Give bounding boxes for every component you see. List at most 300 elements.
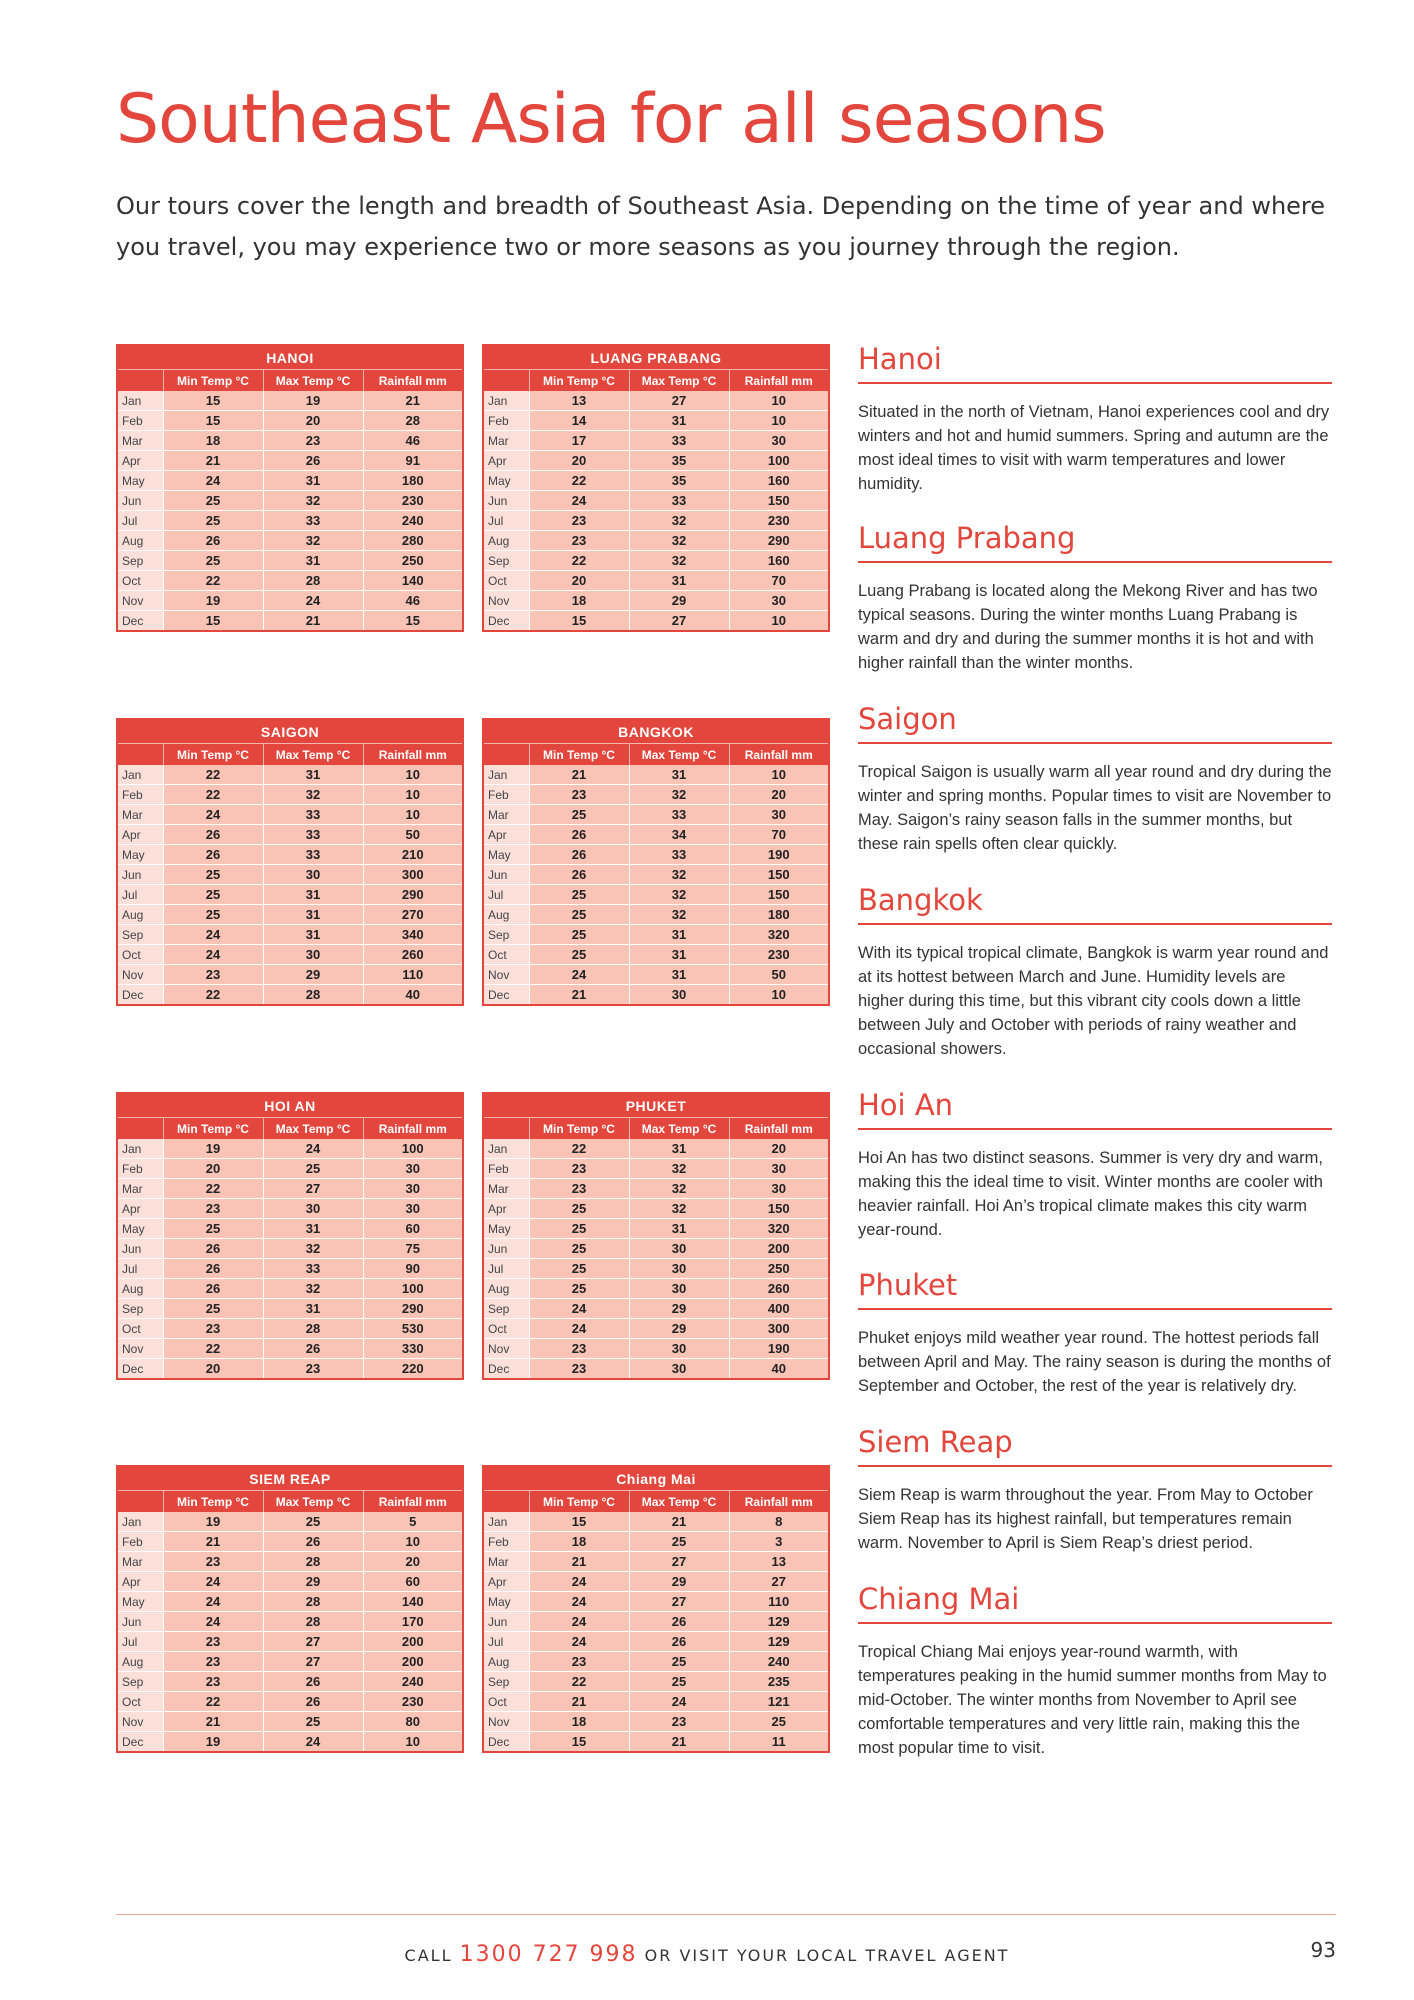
month-cell: Nov [483,591,529,611]
month-cell: Jan [117,391,163,411]
value-cell: 30 [729,1179,829,1199]
table-row [117,571,463,591]
month-cell: Feb [483,411,529,431]
value-cell: 20 [729,1139,829,1159]
table-column-header: Max Temp °C [629,1491,729,1513]
value-cell: 180 [363,471,463,491]
value-cell: 23 [263,431,363,451]
section-text: With its typical tropical climate, Bangkok is warm year round and at its hottest between March and June. Humidity levels are higher during this time, but this vibrant city cools down a little between July and October with periods of rainy weather and occasional showers. [858,944,1329,1058]
table-row [117,1572,463,1592]
month-cell: Feb [117,1532,163,1552]
value-cell: 29 [629,1572,729,1592]
table-row [117,865,463,885]
month-cell: Sep [483,551,529,571]
footer-call: CALL [404,1946,453,1965]
value-cell: 21 [163,1712,263,1732]
value-cell: 230 [363,1692,463,1712]
section-text: Luang Prabang is located along the Mekong River and has two typical seasons. During the winter months Luang Prabang is warm and dry and during the summer months it is hot and with higher rainfall than the winter months. [858,582,1318,672]
value-cell: 19 [163,1512,263,1532]
value-cell: 250 [729,1259,829,1279]
value-cell: 24 [629,1692,729,1712]
table-row [483,1512,829,1532]
value-cell: 29 [263,965,363,985]
value-cell: 24 [163,471,263,491]
table-column-header: Min Temp °C [163,1118,263,1140]
value-cell: 3 [729,1532,829,1552]
value-cell: 91 [363,451,463,471]
value-cell: 100 [729,451,829,471]
table-row [483,571,829,591]
value-cell: 25 [529,805,629,825]
value-cell: 27 [629,1552,729,1572]
value-cell: 24 [529,491,629,511]
value-cell: 31 [263,905,363,925]
value-cell: 23 [163,1672,263,1692]
month-cell: May [117,471,163,491]
value-cell: 121 [729,1692,829,1712]
value-cell: 20 [529,451,629,471]
table-header-blank [117,744,163,766]
table-row [117,825,463,845]
value-cell: 235 [729,1672,829,1692]
table-row [117,611,463,632]
value-cell: 26 [529,845,629,865]
month-cell: May [483,1592,529,1612]
month-cell: Feb [117,411,163,431]
section-luang-prabang [858,521,1332,675]
value-cell: 32 [629,1199,729,1219]
table-header-blank [117,1491,163,1513]
value-cell: 25 [263,1159,363,1179]
value-cell: 24 [263,1139,363,1159]
value-cell: 22 [163,785,263,805]
value-cell: 24 [263,591,363,611]
table-row [117,1652,463,1672]
value-cell: 30 [729,805,829,825]
month-cell: Jul [483,885,529,905]
value-cell: 21 [629,1732,729,1753]
value-cell: 150 [729,865,829,885]
value-cell: 230 [729,511,829,531]
page-title: Southeast Asia for all seasons [116,80,1106,159]
value-cell: 140 [363,571,463,591]
section-text: Siem Reap is warm throughout the year. From May to October Siem Reap has its highest rainfall, but temperatures remain warm. November to April is Siem Reap’s driest period. [858,1486,1313,1552]
value-cell: 31 [263,925,363,945]
value-cell: 30 [629,1279,729,1299]
value-cell: 31 [629,765,729,785]
value-cell: 24 [263,1732,363,1753]
table-row [483,1219,829,1239]
value-cell: 200 [729,1239,829,1259]
table-column-header: Rainfall mm [729,1491,829,1513]
table-row [117,1199,463,1219]
value-cell: 180 [729,905,829,925]
value-cell: 46 [363,431,463,451]
value-cell: 240 [363,511,463,531]
table-row [483,1139,829,1159]
month-cell: May [483,1219,529,1239]
value-cell: 33 [263,511,363,531]
table-column-header: Min Temp °C [529,744,629,766]
value-cell: 31 [263,885,363,905]
value-cell: 530 [363,1319,463,1339]
value-cell: 260 [363,945,463,965]
value-cell: 23 [163,1319,263,1339]
value-cell: 330 [363,1339,463,1359]
value-cell: 23 [163,965,263,985]
month-cell: Apr [483,825,529,845]
table-row [483,905,829,925]
value-cell: 260 [729,1279,829,1299]
value-cell: 25 [163,1299,263,1319]
value-cell: 22 [529,1139,629,1159]
value-cell: 13 [729,1552,829,1572]
value-cell: 320 [729,1219,829,1239]
month-cell: Aug [117,1279,163,1299]
month-cell: Jul [117,1632,163,1652]
value-cell: 129 [729,1612,829,1632]
table-row [117,1632,463,1652]
value-cell: 31 [263,1219,363,1239]
value-cell: 23 [529,1179,629,1199]
table-column-header: Max Temp °C [263,1491,363,1513]
value-cell: 19 [163,591,263,611]
table-row [117,1732,463,1753]
month-cell: Apr [483,451,529,471]
table-city-name: HOI AN [117,1093,463,1118]
table-row [117,1692,463,1712]
value-cell: 31 [263,765,363,785]
value-cell: 240 [363,1672,463,1692]
value-cell: 200 [363,1632,463,1652]
section-heading: Phuket [858,1268,1332,1310]
table-row [483,1692,829,1712]
value-cell: 22 [163,765,263,785]
month-cell: Nov [117,965,163,985]
section-heading: Hoi An [858,1088,1332,1130]
month-cell: Feb [117,1159,163,1179]
table-city-name: LUANG PRABANG [483,345,829,370]
table-row [117,1552,463,1572]
value-cell: 26 [629,1632,729,1652]
value-cell: 10 [729,985,829,1006]
value-cell: 20 [163,1359,263,1380]
value-cell: 23 [529,1159,629,1179]
month-cell: Jun [117,491,163,511]
value-cell: 28 [363,411,463,431]
table-row [483,885,829,905]
table-column-header: Min Temp °C [529,1491,629,1513]
value-cell: 30 [363,1199,463,1219]
month-cell: Apr [483,1572,529,1592]
month-cell: Feb [483,1159,529,1179]
value-cell: 33 [263,1259,363,1279]
value-cell: 30 [363,1159,463,1179]
section-heading: Siem Reap [858,1425,1332,1467]
table-row [483,451,829,471]
month-cell: Jun [117,1239,163,1259]
table-row [483,1359,829,1380]
value-cell: 23 [529,785,629,805]
value-cell: 15 [529,611,629,632]
month-cell: Jun [483,865,529,885]
value-cell: 60 [363,1572,463,1592]
month-cell: May [483,845,529,865]
value-cell: 21 [529,1552,629,1572]
month-cell: Oct [483,945,529,965]
value-cell: 28 [263,985,363,1006]
table-row [483,1552,829,1572]
table-column-header: Max Temp °C [263,1118,363,1140]
month-cell: Dec [483,985,529,1006]
month-cell: Feb [117,785,163,805]
month-cell: Mar [117,805,163,825]
value-cell: 150 [729,885,829,905]
month-cell: Nov [483,1339,529,1359]
value-cell: 25 [529,1259,629,1279]
month-cell: Jul [483,511,529,531]
value-cell: 23 [529,531,629,551]
value-cell: 24 [529,1319,629,1339]
table-row [117,491,463,511]
table-column-header: Min Temp °C [163,744,263,766]
table-row [117,985,463,1006]
value-cell: 21 [629,1512,729,1532]
value-cell: 22 [163,1692,263,1712]
table-header-blank [483,370,529,392]
table-column-header: Rainfall mm [363,1491,463,1513]
month-cell: Sep [483,1299,529,1319]
value-cell: 25 [163,511,263,531]
climate-table [482,1092,830,1380]
section-hoi-an [858,1088,1332,1242]
table-row [483,1239,829,1259]
value-cell: 70 [729,825,829,845]
value-cell: 31 [629,571,729,591]
value-cell: 23 [529,1339,629,1359]
value-cell: 11 [729,1732,829,1753]
table-row [117,431,463,451]
month-cell: Jun [483,1612,529,1632]
value-cell: 50 [363,825,463,845]
value-cell: 170 [363,1612,463,1632]
table-row [483,1279,829,1299]
value-cell: 25 [263,1512,363,1532]
value-cell: 30 [629,1339,729,1359]
value-cell: 24 [529,965,629,985]
table-row [117,1512,463,1532]
value-cell: 32 [263,491,363,511]
value-cell: 22 [163,571,263,591]
month-cell: Feb [483,785,529,805]
table-row [483,491,829,511]
table-row [483,1632,829,1652]
value-cell: 29 [263,1572,363,1592]
value-cell: 10 [363,1532,463,1552]
table-row [117,1359,463,1380]
value-cell: 25 [629,1672,729,1692]
month-cell: Jul [117,1259,163,1279]
table-column-header: Max Temp °C [629,1118,729,1140]
value-cell: 21 [529,765,629,785]
month-cell: Aug [483,1279,529,1299]
table-row [483,1299,829,1319]
value-cell: 250 [363,551,463,571]
value-cell: 20 [729,785,829,805]
value-cell: 33 [629,431,729,451]
value-cell: 19 [163,1732,263,1753]
month-cell: Dec [117,985,163,1006]
table-city-name: SAIGON [117,719,463,744]
month-cell: Jul [117,511,163,531]
table-column-header: Max Temp °C [263,370,363,392]
value-cell: 32 [263,1239,363,1259]
section-heading: Hanoi [858,342,1332,384]
table-column-header: Max Temp °C [629,370,729,392]
value-cell: 24 [163,1572,263,1592]
value-cell: 17 [529,431,629,451]
value-cell: 25 [163,551,263,571]
table-row [117,785,463,805]
climate-table [482,344,830,632]
table-row [483,531,829,551]
value-cell: 15 [529,1732,629,1753]
table-row [117,1319,463,1339]
value-cell: 30 [729,1159,829,1179]
value-cell: 22 [529,1672,629,1692]
month-cell: Jan [117,1139,163,1159]
table-row [117,1532,463,1552]
value-cell: 10 [363,1732,463,1753]
value-cell: 70 [729,571,829,591]
value-cell: 28 [263,1592,363,1612]
intro-paragraph: Our tours cover the length and breadth of Southeast Asia. Depending on the time of year and where you travel, you may experience two or more seasons as you journey through the region. [116,192,1326,261]
value-cell: 26 [163,531,263,551]
value-cell: 23 [529,1359,629,1380]
value-cell: 26 [263,1532,363,1552]
value-cell: 10 [729,391,829,411]
value-cell: 150 [729,1199,829,1219]
value-cell: 32 [629,531,729,551]
table-row [117,765,463,785]
value-cell: 110 [729,1592,829,1612]
value-cell: 24 [163,1592,263,1612]
section-text: Tropical Chiang Mai enjoys year-round warmth, with temperatures peaking in the humid summer months from May to mid-October. The winter months from November to April see comfortable temperatures and very little rain, making this the most popular time to visit. [858,1643,1327,1757]
table-column-header: Rainfall mm [729,370,829,392]
section-chiang-mai [858,1582,1332,1760]
table-row [483,411,829,431]
value-cell: 20 [263,411,363,431]
value-cell: 32 [629,551,729,571]
table-row [117,965,463,985]
value-cell: 23 [529,1652,629,1672]
value-cell: 40 [729,1359,829,1380]
footer-phone[interactable]: 1300 727 998 [459,1942,638,1967]
table-row [117,945,463,965]
table-row [483,1319,829,1339]
value-cell: 25 [529,1279,629,1299]
month-cell: Apr [117,825,163,845]
value-cell: 29 [629,1319,729,1339]
table-row [483,591,829,611]
value-cell: 31 [629,945,729,965]
section-hanoi [858,342,1332,496]
table-row [483,611,829,632]
value-cell: 27 [729,1572,829,1592]
value-cell: 32 [263,1279,363,1299]
table-row [117,411,463,431]
value-cell: 190 [729,845,829,865]
month-cell: Jul [483,1259,529,1279]
month-cell: May [117,845,163,865]
value-cell: 230 [729,945,829,965]
table-row [117,885,463,905]
table-row [117,1592,463,1612]
section-heading: Saigon [858,702,1332,744]
month-cell: May [117,1219,163,1239]
section-text: Situated in the north of Vietnam, Hanoi experiences cool and dry winters and hot and humid summers. Spring and autumn are the most ideal times to visit with warm temperatures and lower humidity. [858,403,1330,493]
month-cell: Jun [117,865,163,885]
table-row [117,1339,463,1359]
value-cell: 28 [263,1612,363,1632]
month-cell: Nov [117,1712,163,1732]
value-cell: 27 [263,1632,363,1652]
value-cell: 20 [363,1552,463,1572]
month-cell: Dec [117,1732,163,1753]
table-row [483,1672,829,1692]
month-cell: Jan [483,1512,529,1532]
value-cell: 200 [363,1652,463,1672]
month-cell: Mar [117,431,163,451]
value-cell: 160 [729,551,829,571]
table-row [117,1159,463,1179]
value-cell: 100 [363,1139,463,1159]
value-cell: 25 [163,491,263,511]
table-row [117,451,463,471]
table-column-header: Min Temp °C [163,370,263,392]
table-row [117,845,463,865]
table-row [117,1259,463,1279]
value-cell: 21 [529,1692,629,1712]
value-cell: 31 [629,411,729,431]
month-cell: Nov [483,965,529,985]
value-cell: 32 [263,531,363,551]
table-row [483,1612,829,1632]
value-cell: 25 [629,1652,729,1672]
value-cell: 27 [629,611,729,632]
value-cell: 26 [263,451,363,471]
month-cell: Dec [117,1359,163,1380]
section-heading: Chiang Mai [858,1582,1332,1624]
value-cell: 75 [363,1239,463,1259]
value-cell: 18 [529,1712,629,1732]
value-cell: 33 [263,825,363,845]
value-cell: 40 [363,985,463,1006]
month-cell: Dec [483,1359,529,1380]
table-column-header: Max Temp °C [629,744,729,766]
value-cell: 10 [729,765,829,785]
section-heading: Bangkok [858,883,1332,925]
table-city-name: Chiang Mai [483,1466,829,1491]
table-row [117,1712,463,1732]
value-cell: 34 [629,825,729,845]
value-cell: 26 [163,825,263,845]
value-cell: 24 [163,805,263,825]
table-row [117,551,463,571]
table-column-header: Min Temp °C [529,1118,629,1140]
value-cell: 46 [363,591,463,611]
table-row [117,1219,463,1239]
